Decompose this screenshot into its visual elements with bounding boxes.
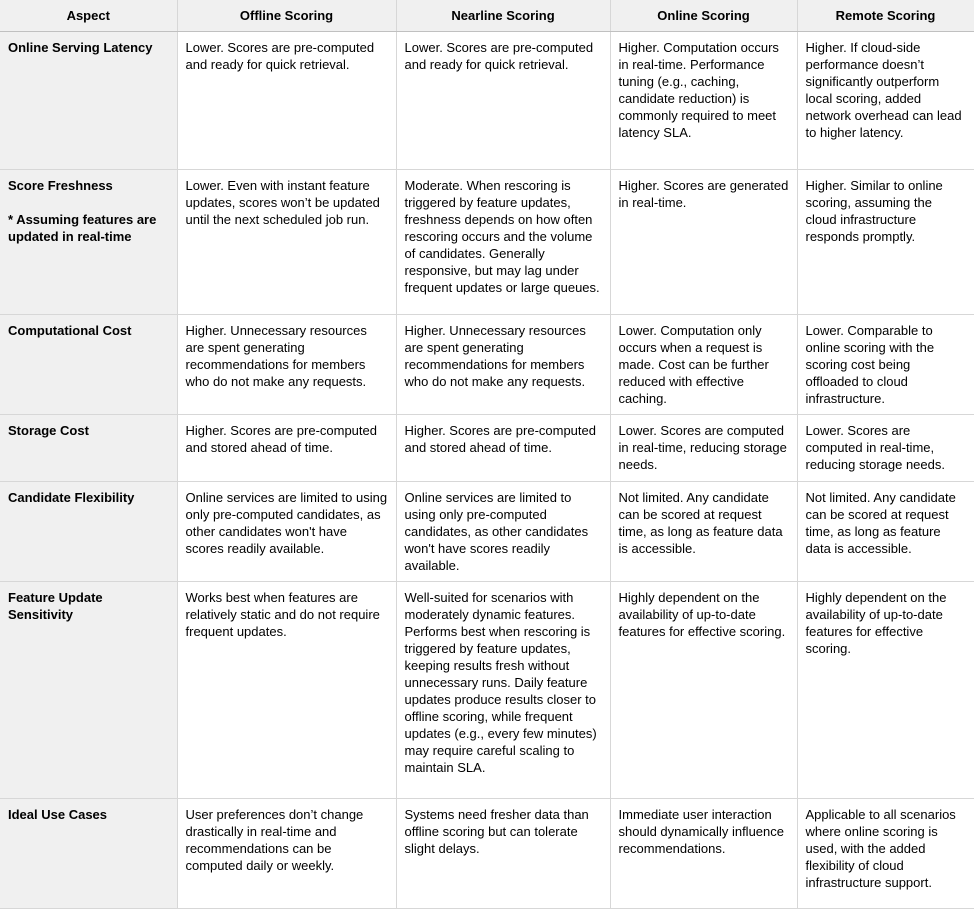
offline-scoring-cell: User preferences don’t change drastically in real-time and recommendations can be computed daily or weekly. [177, 798, 396, 908]
online-scoring-cell: Higher. Computation occurs in real-time. Performance tuning (e.g., caching, candidate reduction) is commonly required to meet latency SLA. [610, 31, 797, 169]
column-header-offline-scoring: Offline Scoring [177, 0, 396, 31]
online-scoring-cell: Not limited. Any candidate can be scored at request time, as long as feature data is accessible. [610, 481, 797, 581]
online-scoring-cell: Lower. Computation only occurs when a request is made. Cost can be further reduced with effective caching. [610, 314, 797, 414]
table-row [0, 798, 974, 908]
remote-scoring-cell: Higher. Similar to online scoring, assuming the cloud infrastructure responds promptly. [797, 169, 974, 314]
offline-scoring-cell: Higher. Unnecessary resources are spent generating recommendations for members who do not make any requests. [177, 314, 396, 414]
online-scoring-cell: Highly dependent on the availability of up-to-date features for effective scoring. [610, 581, 797, 798]
nearline-scoring-cell: Online services are limited to using only pre-computed candidates, as other candidates won't have scores readily available. [396, 481, 610, 581]
column-header-nearline-scoring: Nearline Scoring [396, 0, 610, 31]
aspect-cell [0, 31, 177, 169]
remote-scoring-cell: Applicable to all scenarios where online scoring is used, with the added flexibility of cloud infrastructure support. [797, 798, 974, 908]
aspect-cell [0, 481, 177, 581]
aspect-label: Online Serving Latency [8, 39, 153, 55]
column-header-aspect: Aspect [0, 0, 177, 31]
table-row [0, 314, 974, 414]
aspect-cell [0, 314, 177, 414]
aspect-label: Candidate Flexibility [8, 489, 135, 505]
aspect-label: Score Freshness [8, 177, 113, 193]
header-row [0, 0, 974, 31]
offline-scoring-cell: Online services are limited to using only pre-computed candidates, as other candidates won't have scores readily available. [177, 481, 396, 581]
offline-scoring-cell: Lower. Even with instant feature updates, scores won’t be updated until the next scheduled job run. [177, 169, 396, 314]
table-row [0, 414, 974, 481]
offline-scoring-cell: Higher. Scores are pre-computed and stored ahead of time. [177, 414, 396, 481]
table-row [0, 169, 974, 314]
aspect-label: Computational Cost [8, 322, 132, 338]
nearline-scoring-cell: Systems need fresher data than offline scoring but can tolerate slight delays. [396, 798, 610, 908]
nearline-scoring-cell: Higher. Unnecessary resources are spent generating recommendations for members who do not make any requests. [396, 314, 610, 414]
online-scoring-cell: Lower. Scores are computed in real-time, reducing storage needs. [610, 414, 797, 481]
offline-scoring-cell: Lower. Scores are pre-computed and ready for quick retrieval. [177, 31, 396, 169]
online-scoring-cell: Higher. Scores are generated in real-time. [610, 169, 797, 314]
aspect-cell [0, 414, 177, 481]
table-row [0, 481, 974, 581]
nearline-scoring-cell: Higher. Scores are pre-computed and stored ahead of time. [396, 414, 610, 481]
remote-scoring-cell: Not limited. Any candidate can be scored at request time, as long as feature data is accessible. [797, 481, 974, 581]
offline-scoring-cell: Works best when features are relatively static and do not require frequent updates. [177, 581, 396, 798]
column-header-online-scoring: Online Scoring [610, 0, 797, 31]
aspect-note: * Assuming features are updated in real-time [8, 211, 157, 244]
nearline-scoring-cell: Moderate. When rescoring is triggered by feature updates, freshness depends on how often rescoring occurs and the volume of candidates. Generally responsive, but may lag under frequent updates or large queues. [396, 169, 610, 314]
column-header-remote-scoring: Remote Scoring [797, 0, 974, 31]
remote-scoring-cell: Higher. If cloud-side performance doesn’t significantly outperform local scoring, added network overhead can lead to higher latency. [797, 31, 974, 169]
remote-scoring-cell: Highly dependent on the availability of up-to-date features for effective scoring. [797, 581, 974, 798]
online-scoring-cell: Immediate user interaction should dynamically influence recommendations. [610, 798, 797, 908]
aspect-cell [0, 169, 177, 314]
remote-scoring-cell: Lower. Scores are computed in real-time, reducing storage needs. [797, 414, 974, 481]
aspect-cell [0, 798, 177, 908]
aspect-cell [0, 581, 177, 798]
aspect-label: Feature Update Sensitivity [8, 589, 103, 622]
table-row [0, 31, 974, 169]
nearline-scoring-cell: Well-suited for scenarios with moderately dynamic features. Performs best when rescoring is triggered by feature updates, keeping results fresh without unnecessary runs. Daily feature updates produce results closer to offline scoring, while frequent updates (e.g., every few minutes) may require careful scaling to maintain SLA. [396, 581, 610, 798]
nearline-scoring-cell: Lower. Scores are pre-computed and ready for quick retrieval. [396, 31, 610, 169]
aspect-label: Ideal Use Cases [8, 806, 108, 822]
aspect-label: Storage Cost [8, 422, 89, 438]
remote-scoring-cell: Lower. Comparable to online scoring with the scoring cost being offloaded to cloud infrastructure. [797, 314, 974, 414]
table-row [0, 581, 974, 798]
